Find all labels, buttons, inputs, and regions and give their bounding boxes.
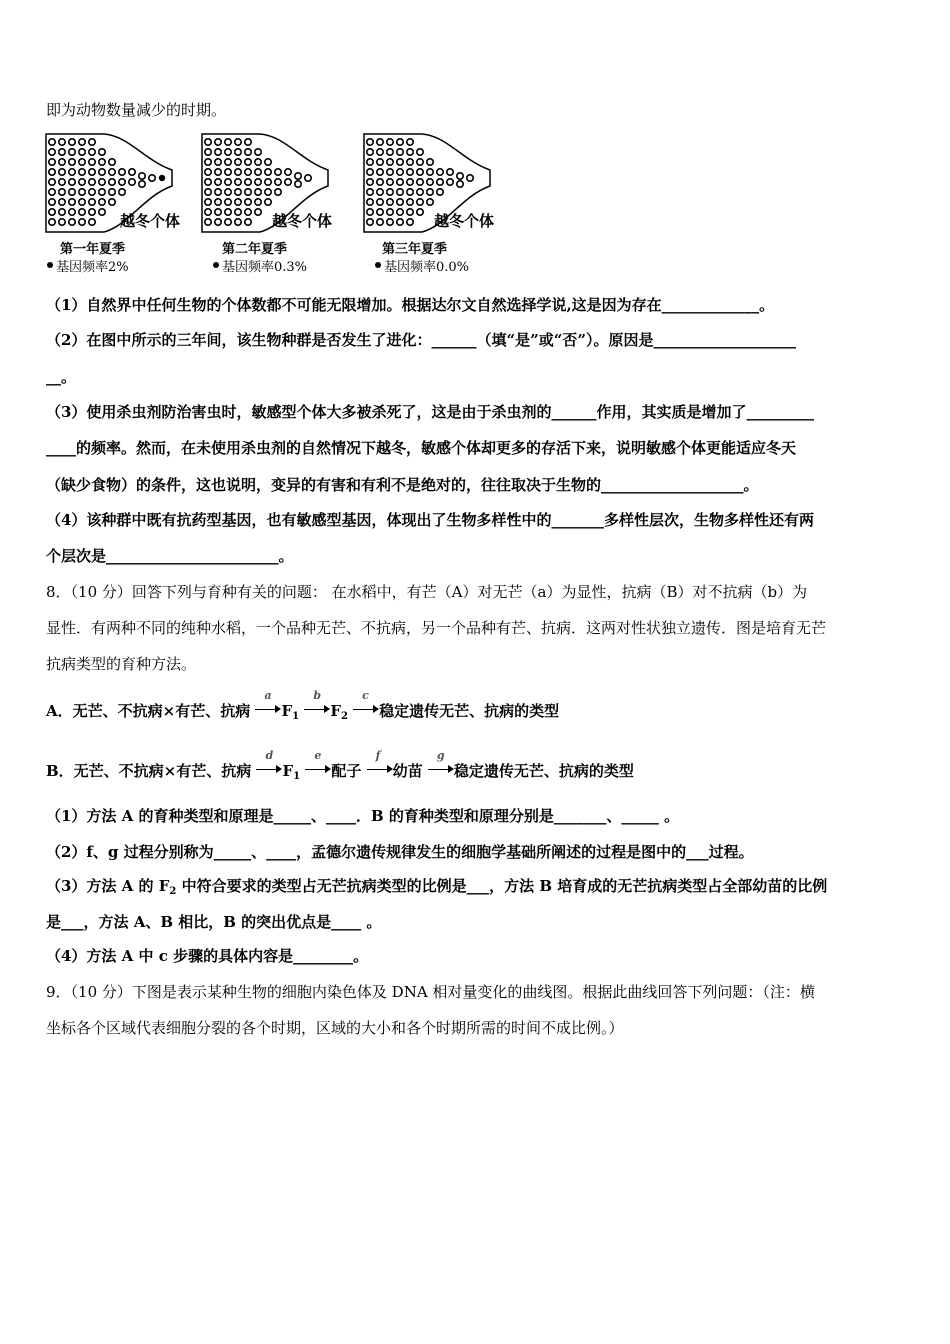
season-label-1: 第一年夏季 [60,242,126,257]
method-a-result: 稳定遗传无芒、抗病的类型 [379,702,560,720]
arrow-d-label: d [265,749,274,762]
method-b-cross: B．无芒、不抗病×有芒、抗病 [46,762,252,780]
method-b-flow [46,749,634,787]
method-a-flow [46,689,560,727]
q8-part3-line1 [46,876,827,902]
q8-part3-pre: （3）方法 A 的 F [46,877,170,895]
intro-text: 即为动物数量减少的时期。 [46,101,227,119]
q7-part4-line2: 个层次是_______________________。 [46,547,294,565]
bullet-dot-2 [213,262,219,268]
arrow-c-label: c [362,689,369,702]
arrow-b-icon [304,689,330,718]
q8-part4: （4）方法 A 中 c 步骤的具体内容是________。 [46,947,369,965]
q7-part4-line1: （4）该种群中既有抗药型基因，也有敏感型基因，体现出了生物多样性中的_______多样性层次，生物多样性还有两 [46,511,814,529]
arrow-a-label: a [264,689,272,702]
method-a-f2: F [330,702,341,720]
arrow-d-icon [256,749,282,778]
arrow-f-icon [367,749,393,778]
q7-part3-line2: ____的频率。然而，在未使用杀虫剂的自然情况下越冬，敏感个体却更多的存活下来，说明敏感个体更能适应冬天 [46,439,797,457]
arrow-g-label: g [436,749,445,762]
figure-panel-1 [44,130,194,275]
arrow-c-icon [353,689,379,718]
arrow-e-icon [305,749,331,778]
method-b-f1: F [282,762,294,780]
q8-part2: （2）f、g 过程分别称为_____、____，孟德尔遗传规律发生的细胞学基础所阐述的过程是图中的___过程。 [46,843,754,861]
q7-part2-line2: __。 [46,368,77,386]
q8-stem-line1: 8．（10 分）回答下列与育种有关的问题： 在水稻中，有芒（A）对无芒（a）为显性，抗病（B）对不抗病（b）为 [46,583,808,601]
method-b-seedlings: 幼苗 [392,762,423,780]
q8-part3-sub: 2 [169,886,177,897]
arrow-f-label: f [375,749,381,762]
resistant-individual [159,175,165,181]
q8-part3-line2: 是___，方法 A、B 相比，B 的突出优点是____ 。 [46,913,382,931]
figure-panel-2 [200,130,350,275]
arrow-a-icon [255,689,281,718]
season-label-2: 第二年夏季 [222,242,288,257]
q7-part3-line3: （缺少食物）的条件，这也说明，变异的有害和有利不是绝对的，往往取决于生物的___________________。 [46,476,759,494]
q8-part1: （1）方法 A 的育种类型和原理是_____、____．B 的育种类型和原理分别是_______、_____ 。 [46,807,680,825]
method-a-f2-sub: 2 [340,711,348,722]
arrow-b-label: b [313,689,322,702]
q8-stem-line3: 抗病类型的育种方法。 [46,655,197,673]
method-a-f1-sub: 1 [292,711,300,722]
bullet-dot-1 [47,262,53,268]
q9-stem-line1: 9．（10 分）下图是表示某种生物的细胞内染色体及 DNA 相对量变化的曲线图。根据此曲线回答下列问题：（注：横 [46,983,815,1001]
method-b-gametes: 配子 [331,762,362,780]
bullet-dot-3 [375,262,381,268]
arrow-e-label: e [314,749,322,762]
overwintering-label-2: 越冬个体 [272,212,333,230]
q8-part3-post: 中符合要求的类型占无芒抗病类型的比例是___，方法 B 培育成的无芒抗病类型占全部幼苗的比例 [176,877,828,895]
frequency-label-3: 基因频率0.0% [384,260,470,275]
q7-part3-line1: （3）使用杀虫剂防治害虫时，敏感型个体大多被杀死了，这是由于杀虫剂的______作用，其实质是增加了_________ [46,403,814,421]
q9-stem-line2: 坐标各个区域代表细胞分裂的各个时期，区域的大小和各个时期所需的时间不成比例。） [46,1019,624,1037]
frequency-label-2: 基因频率0.3% [222,260,308,275]
overwintering-label-3: 越冬个体 [434,212,495,230]
frequency-label-1: 基因频率2% [56,260,129,275]
q7-part2-line1: （2）在图中所示的三年间，该生物种群是否发生了进化：______（填“是”或“否”）。原因是___________________ [46,331,796,349]
overwintering-label-1: 越冬个体 [120,212,181,230]
arrow-g-icon [428,749,454,778]
figure-panel-3 [362,130,512,275]
method-b-result: 稳定遗传无芒、抗病的类型 [453,762,634,780]
method-a-cross: A．无芒、不抗病×有芒、抗病 [46,702,251,720]
q7-part1: （1）自然界中任何生物的个体数都不可能无限增加。根据达尔文自然选择学说,这是因为存在_____________。 [46,296,775,314]
method-a-f1: F [281,702,293,720]
season-label-3: 第三年夏季 [382,242,448,257]
method-b-f1-sub: 1 [293,771,301,782]
q8-stem-line2: 显性．有两种不同的纯种水稻，一个品种无芒、不抗病，另一个品种有芒、抗病．这两对性状独立遗传．图是培育无芒 [46,619,827,637]
